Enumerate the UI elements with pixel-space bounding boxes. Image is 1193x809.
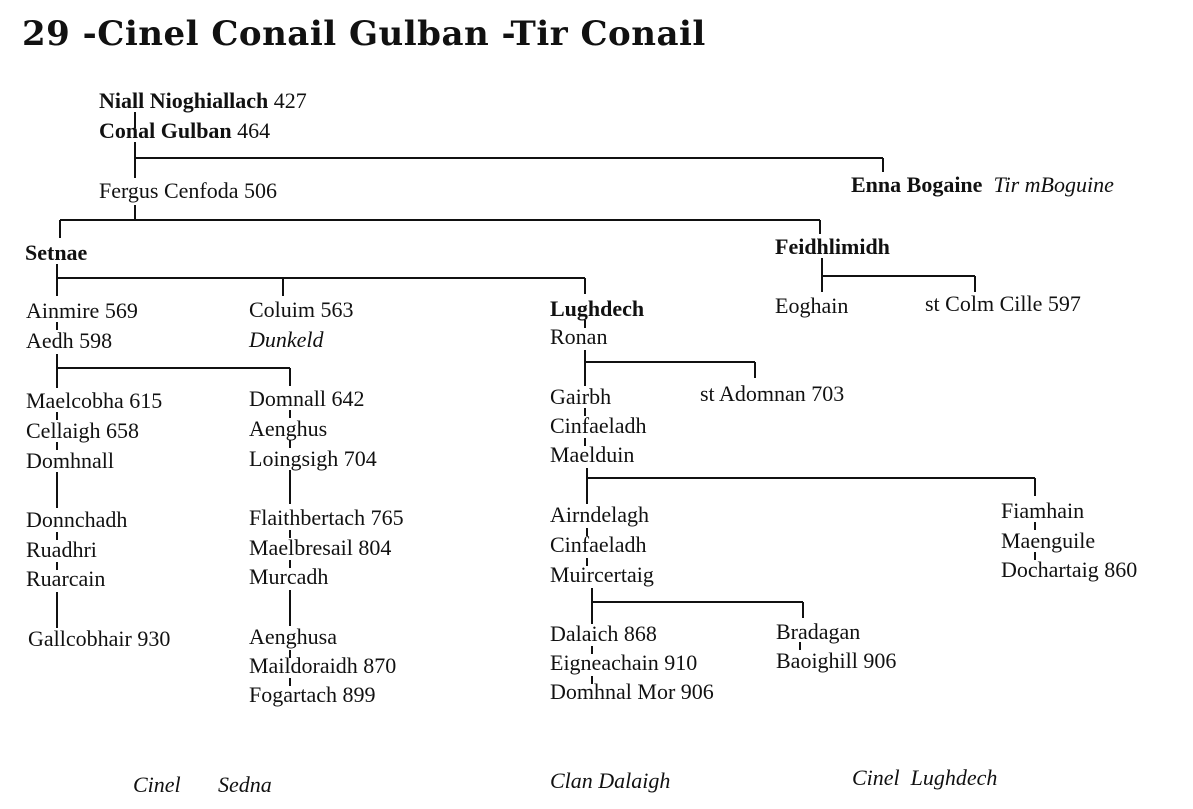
- person-feidhlimidh: Feidhlimidh: [775, 234, 890, 259]
- person-name: Conal Gulban: [99, 118, 232, 143]
- person-domnall: Domnall 642: [249, 386, 365, 411]
- person-cinfaeladh-2: Cinfaeladh: [550, 532, 647, 557]
- person-aenghusa: Aenghusa: [249, 624, 337, 649]
- person-ruarcain: Ruarcain: [26, 566, 106, 591]
- person-maenguile: Maenguile: [1001, 528, 1096, 553]
- person-year: 464: [237, 118, 271, 143]
- place-dunkeld: Dunkeld: [249, 327, 324, 352]
- person-adomnan: st Adomnan 703: [700, 381, 845, 406]
- person-muircertaig: Muircertaig: [550, 562, 654, 587]
- person-eigneachain: Eigneachain 910: [550, 650, 698, 675]
- person-murcadh: Murcadh: [249, 564, 329, 589]
- person-fiamhain: Fiamhain: [1001, 498, 1085, 523]
- person-niall: [99, 88, 307, 114]
- person-flaithbertach: Flaithbertach 765: [249, 505, 404, 530]
- person-aenghus: Aenghus: [249, 416, 328, 441]
- person-donnchadh: Donnchadh: [26, 507, 128, 532]
- person-ronan: Ronan: [550, 324, 608, 349]
- person-enna: [851, 172, 1114, 198]
- person-domhnal-mor: Domhnal Mor 906: [550, 679, 714, 704]
- person-setnae: Setnae: [25, 240, 88, 265]
- territory-label: Tir mBoguine: [993, 172, 1114, 197]
- person-dochartaig: Dochartaig 860: [1001, 557, 1138, 582]
- person-loingsigh: Loingsigh 704: [249, 446, 377, 471]
- page-title: 29 -Cinel Conail Gulban -Tir Conail: [22, 14, 706, 54]
- footer-cinel: Cinel: [133, 772, 181, 797]
- person-name: Enna Bogaine: [851, 172, 983, 197]
- person-maildoraidh: Maildoraidh 870: [249, 653, 397, 678]
- person-colm-cille: st Colm Cille 597: [925, 291, 1081, 316]
- person-cellaigh: Cellaigh 658: [26, 418, 140, 443]
- person-ainmire: Ainmire 569: [26, 298, 138, 323]
- person-name: Niall Nioghiallach: [99, 88, 269, 113]
- person-lughdech: Lughdech: [550, 296, 645, 321]
- person-cinfaeladh-1: Cinfaeladh: [550, 413, 647, 438]
- person-coluim: Coluim 563: [249, 297, 354, 322]
- person-dalaich: Dalaich 868: [550, 621, 657, 646]
- person-maelduin: Maelduin: [550, 442, 635, 467]
- person-eoghain: Eoghain: [775, 293, 849, 318]
- person-bradagan: Bradagan: [776, 619, 861, 644]
- person-gairbh: Gairbh: [550, 384, 612, 409]
- footer-clan-dalaigh: Clan Dalaigh: [550, 768, 671, 793]
- footer-cinel-lughdech: Cinel Lughdech: [852, 765, 998, 790]
- footer-sedna: Sedna: [218, 772, 272, 797]
- person-fogartach: Fogartach 899: [249, 682, 376, 707]
- person-fergus: Fergus Cenfoda 506: [99, 178, 278, 203]
- person-maelcobha: Maelcobha 615: [26, 388, 163, 413]
- person-airndelagh: Airndelagh: [550, 502, 649, 527]
- person-conal: [99, 118, 270, 144]
- person-baoighill: Baoighill 906: [776, 648, 897, 673]
- person-ruadhri: Ruadhri: [26, 537, 97, 562]
- person-domhnall: Domhnall: [26, 448, 114, 473]
- person-gallcobhair: Gallcobhair 930: [28, 626, 171, 651]
- person-aedh: Aedh 598: [26, 328, 113, 353]
- person-maelbresail: Maelbresail 804: [249, 535, 392, 560]
- person-year: 427: [273, 88, 307, 113]
